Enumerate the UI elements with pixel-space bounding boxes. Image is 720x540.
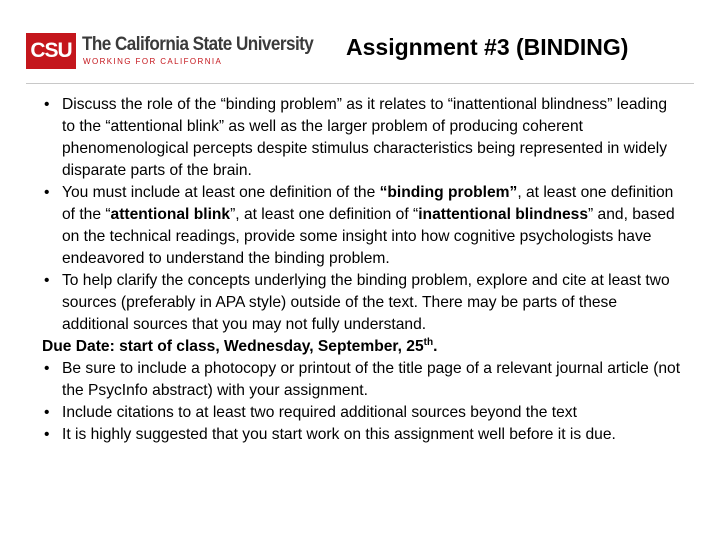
bullet-icon: •: [44, 404, 50, 421]
bullet-text: [62, 184, 675, 267]
bullet-icon: •: [44, 184, 50, 201]
bullet-item-definitions: [42, 182, 682, 270]
key-term-inattentional-blindness: inattentional blindness: [418, 206, 589, 223]
text-run: ”, at least one definition of “: [230, 206, 419, 223]
bullet-text: To help clarify the concepts underlying the binding problem, explore and cite at least two sources (preferably in APA style) outside of the text. There may be parts of these additional sources that you may not fully understand.: [62, 272, 670, 333]
bullet-text: Be sure to include a photocopy or printout of the title page of a relevant journal article (not the PsycInfo abstract) with your assignment.: [62, 360, 681, 399]
bullet-text: Discuss the role of the “binding problem” as it relates to “inattentional blindness” leading to the “attentional blink” as well as the larger problem of producing coherent phenomenological percepts despite stimulus characteristics being represented in widely disparate parts of the brain.: [62, 96, 668, 179]
csu-logo-mark: CSU: [26, 33, 76, 69]
slide-body: [42, 94, 682, 446]
header-divider: [26, 83, 694, 84]
slide-header: [0, 0, 720, 72]
bullet-icon: •: [44, 426, 50, 443]
due-date-ordinal: th: [423, 336, 434, 348]
bullet-icon: •: [44, 272, 50, 289]
bullet-text: Include citations to at least two required additional sources beyond the text: [62, 404, 577, 421]
text-run: You must include at least one definition of the: [62, 184, 380, 201]
bullet-icon: •: [44, 360, 50, 377]
due-date-line: [42, 336, 682, 358]
csu-logo-name: The California State University: [82, 34, 314, 55]
due-date-text: Due Date: start of class, Wednesday, September, 25: [42, 338, 424, 355]
bullet-item-role: [42, 94, 682, 182]
bullet-text: It is highly suggested that you start work on this assignment well before it is due.: [62, 426, 616, 443]
due-date-period: .: [433, 338, 438, 355]
bullet-icon: •: [44, 96, 50, 113]
text-run: ” and, based on the technical readings, provide some insight into how cognitive psychologists have endeavored to understand the binding problem.: [62, 206, 675, 267]
slide-title: Assignment #3 (BINDING): [346, 34, 629, 60]
key-term-binding-problem: “binding problem”: [379, 184, 518, 201]
key-term-attentional-blink: attentional blink: [110, 206, 231, 223]
bullet-item-citations: [42, 402, 682, 424]
text-run: , at least one definition of the “: [62, 184, 674, 223]
csu-logo-tagline: WORKING FOR CALIFORNIA: [83, 57, 223, 66]
bullet-item-photocopy: [42, 358, 682, 402]
bullet-item-start-early: [42, 424, 682, 446]
bullet-item-sources: [42, 270, 682, 336]
